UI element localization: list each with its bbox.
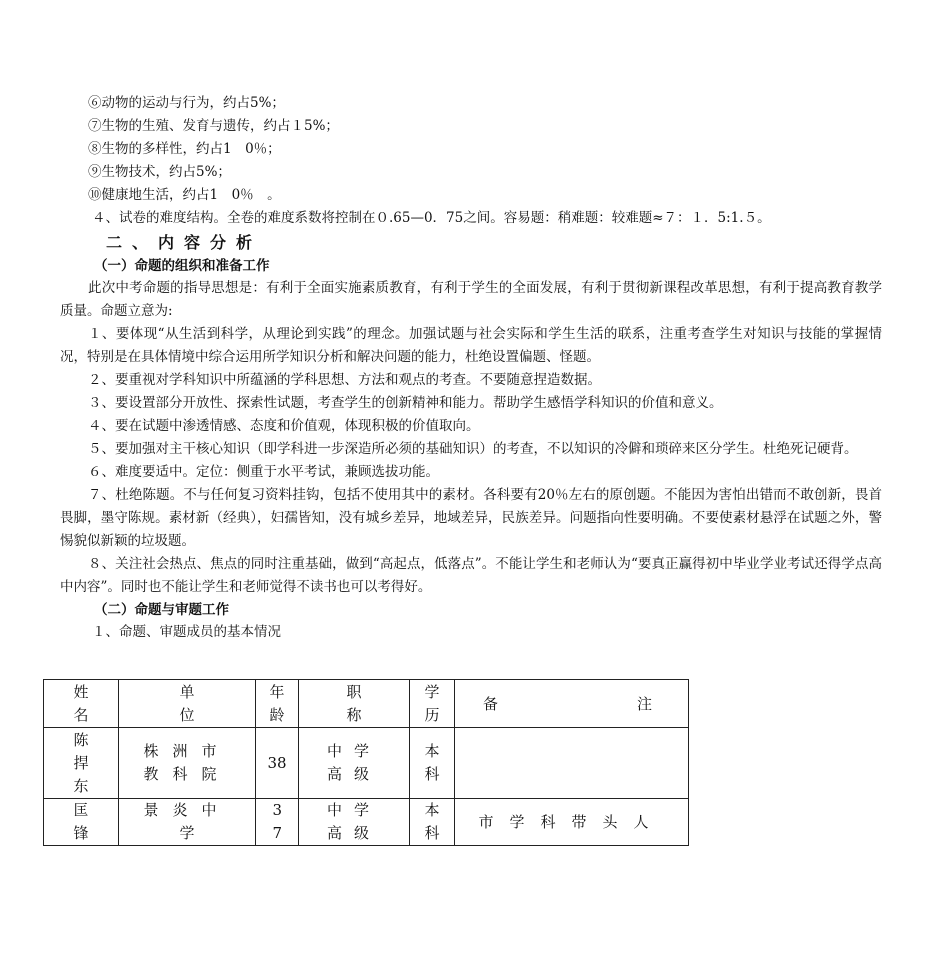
item-8: ⑧生物的多样性，约占1 0％； bbox=[88, 141, 281, 157]
header-name: 姓名 bbox=[44, 680, 119, 728]
cell-unit: 株洲市 教科院 bbox=[119, 728, 256, 799]
cell-age: 38 bbox=[256, 728, 299, 799]
header-remark bbox=[455, 680, 689, 728]
point-3: ３、要设置部分开放性、探索性试题，考查学生的创新精神和能力。帮助学生感悟学科知识的价值和意义。 bbox=[88, 395, 723, 411]
table-row bbox=[44, 799, 689, 846]
point-7: ７、杜绝陈题。不与任何复习资料挂钩，包括不使用其中的素材。各科要有20％左右的原创题。不能因为害怕出错而不敢创新，畏首畏脚，墨守陈规。素材新（经典），妇孺皆知，没有城乡差异，地域差异，民族差异。问题指向性要明确。不要使素材悬浮在试题之外，警惕貌似新颖的垃圾题。 bbox=[60, 487, 882, 549]
point-4: ４、要在试题中渗透情感、态度和价值观，体现积极的价值取向。 bbox=[88, 418, 480, 434]
point-1: １、要体现“从生活到科学，从理论到实践”的理念。加强试题与社会实际和学生生活的联系，注重考查学生对知识与技能的掌握情况，特别是在具体情境中综合运用所学知识分析和解决问题的能力，杜绝设置偏题、怪题。 bbox=[60, 326, 882, 365]
cell-age: 37 bbox=[256, 799, 299, 846]
cell-name: 陈捍东 bbox=[44, 728, 119, 799]
table-caption: １、命题、审题成员的基本情况 bbox=[92, 624, 281, 640]
item-6: ⑥动物的运动与行为，约占5%； bbox=[88, 95, 285, 111]
point-2: ２、要重视对学科知识中所蕴涵的学科思想、方法和观点的考查。不要随意捏造数据。 bbox=[88, 372, 601, 388]
cell-title: 中学 高级 bbox=[299, 728, 410, 799]
header-unit: 单位 bbox=[119, 680, 256, 728]
cell-name: 匡锋 bbox=[44, 799, 119, 846]
item-9: ⑨生物技术，约占5%； bbox=[88, 164, 231, 180]
cell-education: 本科 bbox=[410, 799, 455, 846]
header-remark-left: 备 bbox=[483, 695, 499, 713]
point-5: ５、要加强对主干核心知识（即学科进一步深造所必须的基础知识）的考查，不以知识的冷僻和琐碎来区分学生。杜绝死记硬背。 bbox=[88, 441, 858, 457]
cell-education: 本科 bbox=[410, 728, 455, 799]
section-2-heading: 二、内容分析 bbox=[106, 233, 263, 252]
cell-remark bbox=[455, 728, 689, 799]
header-title: 职称 bbox=[299, 680, 410, 728]
subsection-1-heading: （一）命题的组织和准备工作 bbox=[94, 258, 270, 274]
cell-remark: 市学科带头人 bbox=[455, 799, 689, 846]
cell-unit: 景炎中 学 bbox=[119, 799, 256, 846]
point-6: ６、难度要适中。定位：侧重于水平考试，兼顾选拔功能。 bbox=[88, 464, 439, 480]
members-table bbox=[43, 679, 689, 846]
item-7: ⑦生物的生殖、发育与遗传，约占１5%； bbox=[88, 118, 339, 134]
cell-title: 中学 高级 bbox=[299, 799, 410, 846]
table-row bbox=[44, 728, 689, 799]
intro-paragraph: 此次中考命题的指导思想是：有利于全面实施素质教育，有利于学生的全面发展，有利于贯彻新课程改革思想，有利于提高教育教学质量。命题立意为: bbox=[60, 280, 882, 319]
document-body bbox=[60, 92, 882, 644]
difficulty-structure: ４、试卷的难度结构。全卷的难度系数将控制在０.65—0．75之间。容易题：稍难题：较难题≈７：１．5:1.５。 bbox=[92, 210, 771, 226]
header-age: 年龄 bbox=[256, 680, 299, 728]
header-education: 学历 bbox=[410, 680, 455, 728]
table-header-row bbox=[44, 680, 689, 728]
subsection-2-heading: （二）命题与审题工作 bbox=[94, 602, 229, 618]
header-remark-right: 注 bbox=[636, 695, 652, 713]
point-8: ８、关注社会热点、焦点的同时注重基础，做到“高起点，低落点”。不能让学生和老师认为“要真正赢得初中毕业学业考试还得学点高中内容”。同时也不能让学生和老师觉得不读书也可以考得好。 bbox=[60, 556, 882, 595]
item-10: ⑩健康地生活，约占1 0％ 。 bbox=[88, 187, 281, 203]
